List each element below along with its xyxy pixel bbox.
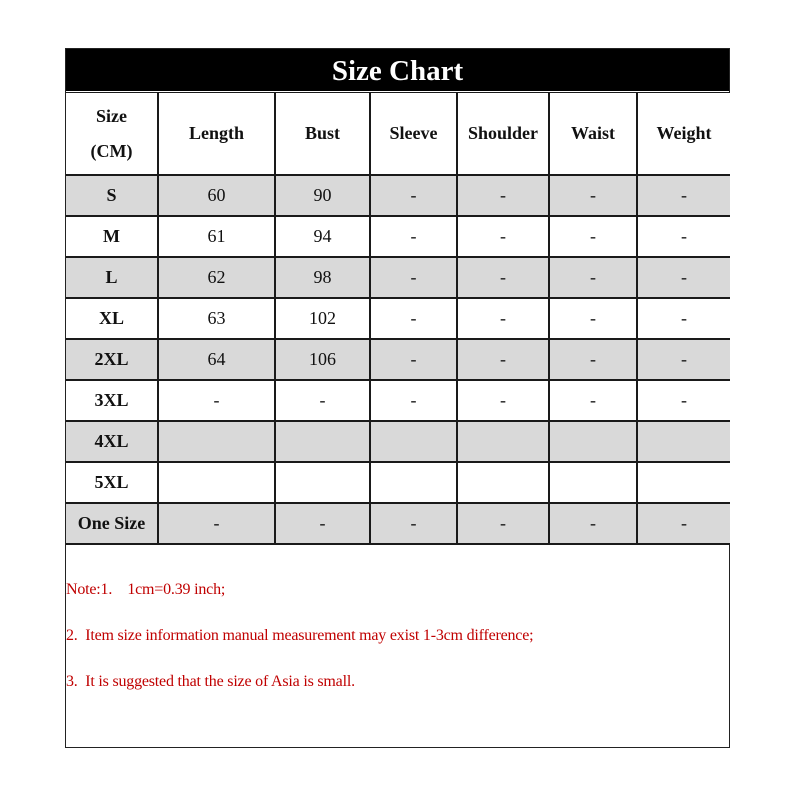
waist-cell: -: [549, 175, 637, 216]
size-chart-frame: [65, 48, 730, 748]
shoulder-cell: -: [457, 175, 549, 216]
sleeve-cell: -: [370, 503, 457, 544]
waist-cell: [549, 462, 637, 503]
table-row: [66, 421, 730, 462]
length-cell: [158, 462, 275, 503]
bust-cell: 90: [275, 175, 370, 216]
waist-cell: -: [549, 298, 637, 339]
header-size-unit: (CM): [90, 140, 133, 161]
length-cell: 60: [158, 175, 275, 216]
shoulder-cell: [457, 462, 549, 503]
weight-cell: -: [637, 216, 730, 257]
weight-cell: -: [637, 298, 730, 339]
shoulder-cell: -: [457, 298, 549, 339]
header-sleeve: Sleeve: [370, 93, 457, 176]
weight-cell: -: [637, 339, 730, 380]
bust-cell: 102: [275, 298, 370, 339]
header-size: [66, 93, 158, 176]
size-cell: 2XL: [66, 339, 158, 380]
bust-cell: 94: [275, 216, 370, 257]
header-length: Length: [158, 93, 275, 176]
sleeve-cell: -: [370, 175, 457, 216]
size-cell: M: [66, 216, 158, 257]
shoulder-cell: -: [457, 503, 549, 544]
weight-cell: [637, 421, 730, 462]
sleeve-cell: -: [370, 216, 457, 257]
header-size-label: Size: [96, 106, 127, 127]
shoulder-cell: -: [457, 216, 549, 257]
sleeve-cell: [370, 421, 457, 462]
weight-cell: [637, 462, 730, 503]
waist-cell: -: [549, 339, 637, 380]
table-row: [66, 380, 730, 421]
shoulder-cell: -: [457, 339, 549, 380]
table-header-row: [66, 93, 730, 176]
bust-cell: [275, 421, 370, 462]
length-cell: [158, 421, 275, 462]
table-row: [66, 298, 730, 339]
weight-cell: -: [637, 380, 730, 421]
length-cell: 61: [158, 216, 275, 257]
header-weight: Weight: [637, 93, 730, 176]
note-line-1: Note:1. 1cm=0.39 inch;: [66, 581, 226, 598]
shoulder-cell: [457, 421, 549, 462]
size-cell: 5XL: [66, 462, 158, 503]
size-chart-title: Size Chart: [66, 49, 729, 91]
size-cell: 3XL: [66, 380, 158, 421]
table-row: [66, 216, 730, 257]
size-cell: S: [66, 175, 158, 216]
bust-cell: -: [275, 503, 370, 544]
length-cell: -: [158, 380, 275, 421]
length-cell: 63: [158, 298, 275, 339]
header-bust: Bust: [275, 93, 370, 176]
sleeve-cell: -: [370, 257, 457, 298]
header-shoulder: Shoulder: [457, 93, 549, 176]
note-line-2: 2. Item size information manual measurement may exist 1-3cm difference;: [66, 627, 534, 644]
size-cell: 4XL: [66, 421, 158, 462]
bust-cell: [275, 462, 370, 503]
shoulder-cell: -: [457, 380, 549, 421]
size-cell: XL: [66, 298, 158, 339]
note-line-3: 3. It is suggested that the size of Asia is small.: [66, 673, 355, 690]
length-cell: -: [158, 503, 275, 544]
table-row: [66, 339, 730, 380]
waist-cell: -: [549, 380, 637, 421]
weight-cell: -: [637, 257, 730, 298]
table-row: [66, 462, 730, 503]
size-cell: One Size: [66, 503, 158, 544]
waist-cell: -: [549, 257, 637, 298]
bust-cell: 106: [275, 339, 370, 380]
sleeve-cell: -: [370, 380, 457, 421]
header-waist: Waist: [549, 93, 637, 176]
size-table: [66, 92, 730, 545]
sleeve-cell: -: [370, 339, 457, 380]
table-row: [66, 503, 730, 544]
table-row: [66, 257, 730, 298]
bust-cell: 98: [275, 257, 370, 298]
sleeve-cell: [370, 462, 457, 503]
size-cell: L: [66, 257, 158, 298]
weight-cell: -: [637, 175, 730, 216]
waist-cell: [549, 421, 637, 462]
waist-cell: -: [549, 216, 637, 257]
length-cell: 64: [158, 339, 275, 380]
weight-cell: -: [637, 503, 730, 544]
sleeve-cell: -: [370, 298, 457, 339]
table-row: [66, 175, 730, 216]
bust-cell: -: [275, 380, 370, 421]
length-cell: 62: [158, 257, 275, 298]
shoulder-cell: -: [457, 257, 549, 298]
waist-cell: -: [549, 503, 637, 544]
